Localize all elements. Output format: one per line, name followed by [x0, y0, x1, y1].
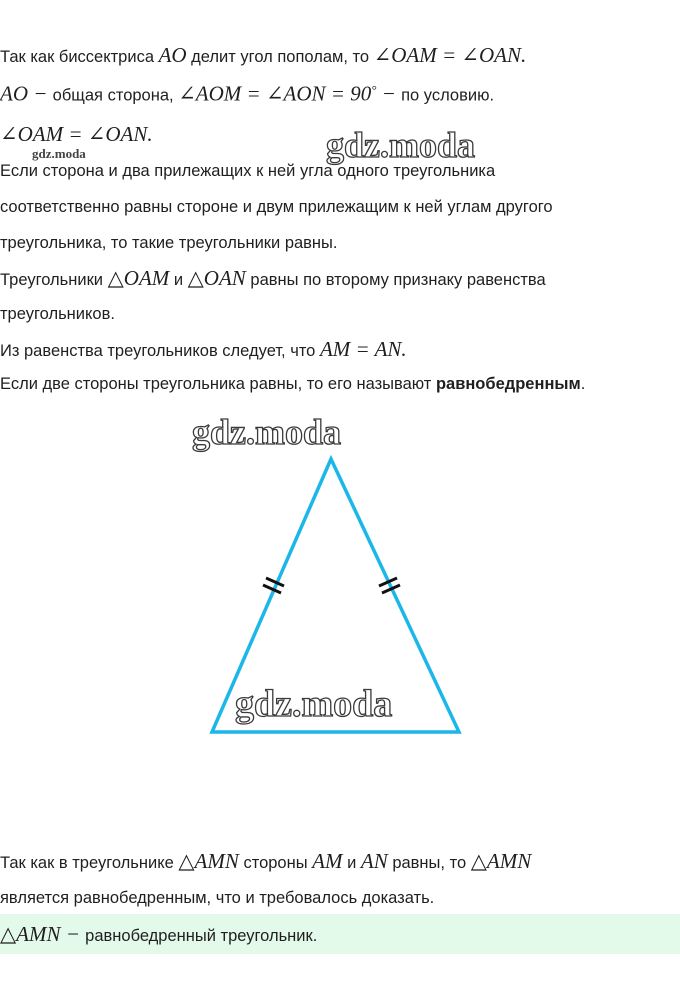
text: и: [169, 271, 188, 289]
math-angle-equality: ∠OAM = ∠OAN.: [373, 43, 527, 67]
text-line-12: [0, 887, 434, 909]
text: Если две стороны треугольника равны, то его называют: [0, 375, 436, 393]
text: Если сторона и два прилежащих к ней угла одного треугольника: [0, 162, 496, 180]
math-triangle-amn: △AMN: [178, 849, 239, 873]
answer-box: [0, 914, 680, 954]
text: по условию.: [401, 86, 495, 105]
math-am: AM: [312, 849, 343, 873]
math-degree: °: [371, 82, 377, 97]
math-angle-90: ∠AOM = ∠AON = 90: [178, 81, 372, 106]
bold-term: равнобедренным: [435, 375, 581, 393]
text-line-11: [0, 850, 531, 874]
text: .: [580, 375, 586, 393]
text: соответственно равны стороне и двум прилежащим к ней углам другого: [0, 198, 553, 216]
watermark-top: gdz.moda: [326, 125, 476, 165]
equal-side-tick-left: [263, 578, 284, 593]
math-ao: AO: [158, 43, 187, 67]
text: Из равенства треугольников следует, что: [0, 342, 320, 360]
watermark-figure-top: gdz.moda: [192, 412, 342, 452]
math-am-an: AM = AN.: [319, 337, 407, 361]
text: Так как в треугольнике: [0, 854, 179, 872]
math-dash: −: [376, 81, 402, 106]
math-triangle-amn: △AMN −: [0, 922, 86, 946]
text: стороны: [238, 854, 313, 872]
math-triangle-oan: △OAN: [187, 266, 246, 290]
text: и: [342, 854, 361, 872]
answer-text: равнобедренный треугольник.: [85, 927, 318, 945]
math-ao: AO −: [0, 81, 53, 106]
watermark-small: gdz.moda: [32, 146, 86, 161]
math-angle-equality: ∠OAM = ∠OAN.: [0, 122, 153, 146]
math-triangle-oam: △OAM: [107, 266, 170, 290]
text: делит угол пополам, то: [186, 48, 374, 66]
answer-line: [0, 923, 317, 947]
text: общая сторона,: [52, 86, 179, 105]
math-triangle-amn: △AMN: [470, 849, 532, 873]
text: треугольника, то такие треугольники равны.: [0, 234, 338, 252]
text: треугольников.: [0, 305, 115, 323]
watermark-figure-bottom: gdz.moda: [235, 683, 393, 725]
text: равны, то: [387, 854, 471, 872]
math-an: AN: [360, 849, 388, 873]
text: равны по второму признаку равенства: [245, 271, 546, 289]
text: Треугольники: [0, 271, 108, 289]
text: является равнобедренным, что и требовалось доказать.: [0, 889, 435, 907]
text: Так как биссектриса: [0, 48, 159, 66]
